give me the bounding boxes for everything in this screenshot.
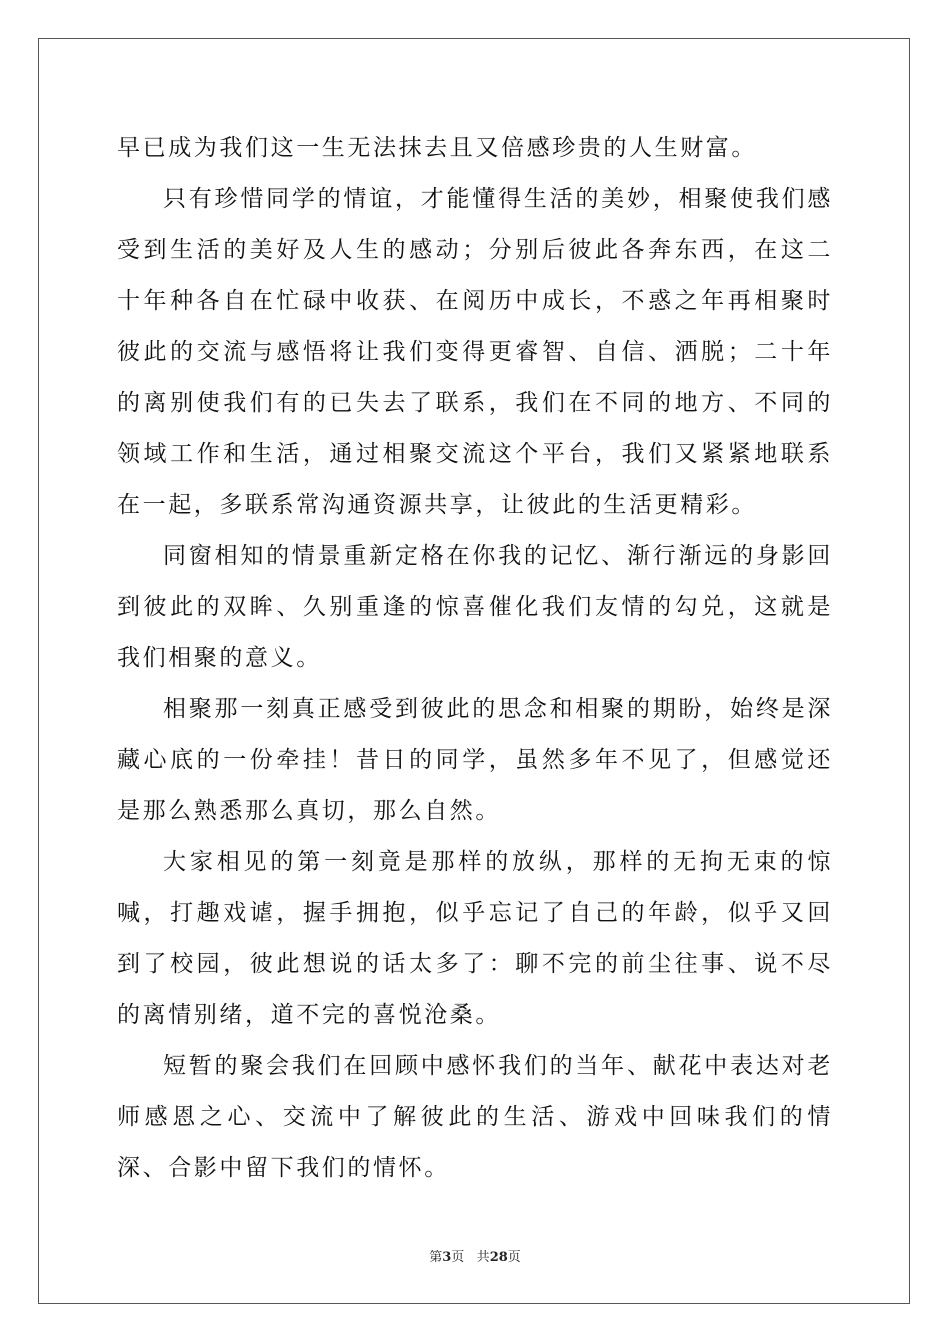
paragraph-4: 相聚那一刻真正感受到彼此的思念和相聚的期盼，始终是深藏心底的一份牵挂！昔日的同学，虽然多年不见了，但感觉还是那么熟悉那么真切，那么自然。 (117, 696, 833, 824)
document-body (117, 123, 833, 1194)
paragraph-3: 同窗相知的情景重新定格在你我的记忆、渐行渐远的身影回到彼此的双眸、久别重逢的惊喜催化我们友情的勾兑，这就是我们相聚的意义。 (117, 543, 833, 671)
footer-page-prefix: 第 (429, 1250, 443, 1265)
footer-page-number: 3 (442, 1250, 452, 1265)
footer-total-suffix: 页 (507, 1250, 521, 1265)
paragraph-5: 大家相见的第一刻竟是那样的放纵，那样的无拘无束的惊喊，打趣戏谑，握手拥抱，似乎忘记了自己的年龄，似乎又回到了校园，彼此想说的话太多了：聊不完的前尘往事、说不尽的离情别绪，道不完的喜悦沧桑。 (117, 849, 833, 1028)
footer-page-suffix: 页 (451, 1250, 465, 1265)
paragraph-1: 早已成为我们这一生无法抹去且又倍感珍贵的人生财富。 (117, 135, 757, 161)
page-footer (0, 1246, 950, 1265)
paragraph-6: 短暂的聚会我们在回顾中感怀我们的当年、献花中表达对老师感恩之心、交流中了解彼此的生活、游戏中回味我们的情深、合影中留下我们的情怀。 (117, 1053, 833, 1181)
paragraph-2: 只有珍惜同学的情谊，才能懂得生活的美妙，相聚使我们感受到生活的美好及人生的感动；分别后彼此各奔东西，在这二十年种各自在忙碌中收获、在阅历中成长，不惑之年再相聚时彼此的交流与感悟将让我们变得更睿智、自信、洒脱；二十年的离别使我们有的已失去了联系，我们在不同的地方、不同的领域工作和生活，通过相聚交流这个平台，我们又紧紧地联系在一起，多联系常沟通资源共享，让彼此的生活更精彩。 (117, 186, 833, 518)
footer-total-prefix: 共 (476, 1250, 490, 1265)
footer-total-pages: 28 (489, 1250, 508, 1265)
